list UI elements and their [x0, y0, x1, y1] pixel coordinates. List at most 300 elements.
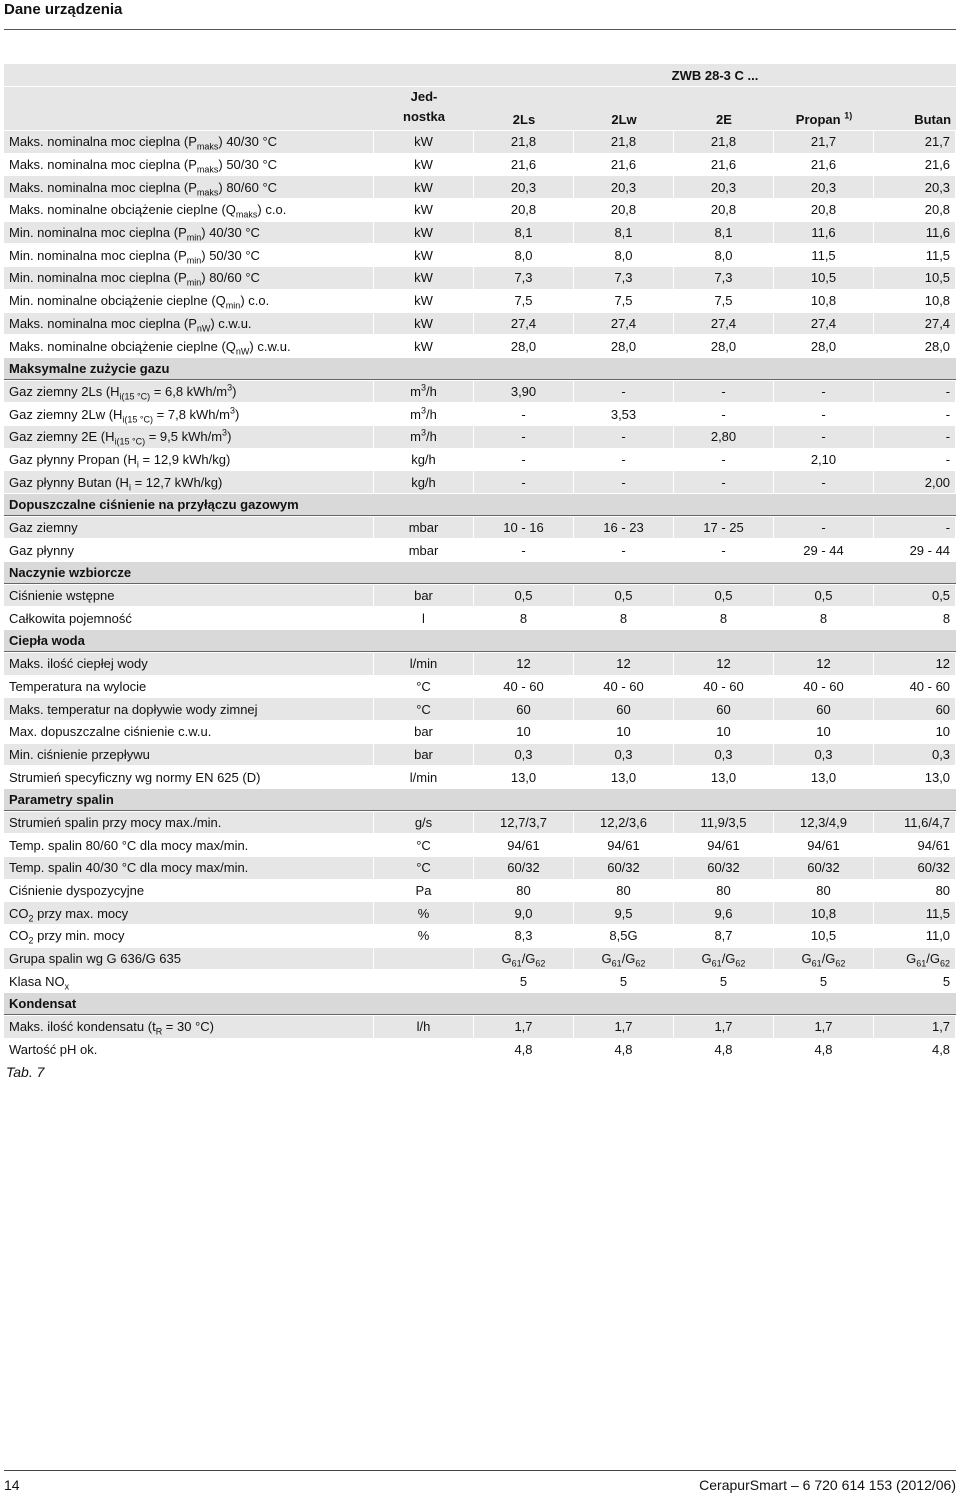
- row-label-text: Maks. nominalne obciążenie cieplne (Q: [9, 202, 236, 218]
- row-value: -: [774, 426, 874, 448]
- unit-header-line2: nostka: [403, 109, 445, 124]
- row-value: 28,0: [774, 335, 874, 357]
- row-value: 20,8: [674, 199, 774, 221]
- row-value: 60/32: [574, 857, 674, 879]
- section-title: Naczynie wzbiorcze: [4, 562, 956, 584]
- row-value: 40 - 60: [874, 676, 956, 698]
- row-unit: [374, 744, 474, 766]
- row-value: 8: [874, 607, 956, 629]
- row-label-suffix: ) 40/30 °C: [201, 225, 260, 241]
- row-value: 28,0: [474, 335, 574, 357]
- page-number: 14: [4, 1477, 20, 1493]
- row-unit: [374, 880, 474, 902]
- row-value: 60: [574, 698, 674, 720]
- row-value: 2,10: [774, 449, 874, 471]
- row-label: [4, 335, 374, 357]
- table-row: [4, 176, 956, 198]
- table-row: [4, 199, 956, 221]
- row-value: 8,0: [574, 244, 674, 266]
- row-label-end: ): [235, 406, 240, 422]
- row-value: 4,8: [674, 1039, 774, 1061]
- row-value: 4,8: [774, 1039, 874, 1061]
- row-label-suffix: ) c.w.u.: [210, 315, 252, 331]
- row-value: 21,7: [774, 131, 874, 153]
- row-label: [4, 176, 374, 198]
- row-value: 20,3: [874, 176, 956, 198]
- row-value: 4,8: [874, 1039, 956, 1061]
- row-unit: [374, 449, 474, 471]
- row-label-text: Gaz płynny Butan (H: [9, 474, 129, 490]
- row-value: 80: [474, 880, 574, 902]
- row-value: 40 - 60: [574, 676, 674, 698]
- row-label-suffix: = 12,9 kWh/kg): [138, 451, 231, 467]
- row-unit: [374, 585, 474, 607]
- table-row: [4, 607, 956, 629]
- table-row: [4, 653, 956, 675]
- row-label-subscript: maks: [196, 187, 219, 198]
- row-label-superscript: 3: [229, 405, 235, 416]
- row-unit-text: kW: [414, 270, 433, 286]
- row-value: -: [474, 403, 574, 425]
- unit-column-header: [374, 87, 474, 130]
- row-label-suffix: ) c.o.: [257, 202, 287, 218]
- row-label-suffix: = 9,5 kWh/m: [145, 429, 223, 445]
- row-value: 27,4: [674, 313, 774, 335]
- row-value: -: [674, 471, 774, 493]
- row-label-text: Strumień specyficzny wg normy EN 625 (D): [9, 769, 261, 785]
- row-value: 11,6/4,7: [874, 812, 956, 834]
- row-unit-text: bar: [414, 724, 433, 740]
- table-row: [4, 744, 956, 766]
- row-value: 21,8: [674, 131, 774, 153]
- row-unit-superscript: 3: [420, 427, 426, 438]
- row-value: 20,8: [574, 199, 674, 221]
- row-value: 8: [774, 607, 874, 629]
- row-value: 1,7: [874, 1016, 956, 1038]
- row-value: -: [674, 381, 774, 403]
- row-unit-text: bar: [414, 746, 433, 762]
- row-label-subscript: maks: [196, 164, 219, 175]
- row-value: 60: [774, 698, 874, 720]
- row-value: 13,0: [874, 766, 956, 788]
- table-row: [4, 539, 956, 561]
- row-unit: [374, 154, 474, 176]
- row-label: [4, 970, 374, 992]
- table-row: [4, 1016, 956, 1038]
- row-label-suffix: = 6,8 kWh/m: [150, 383, 228, 399]
- row-value: 60/32: [474, 857, 574, 879]
- row-value: 29 - 44: [874, 539, 956, 561]
- row-unit-text: kW: [414, 157, 433, 173]
- row-value: 13,0: [674, 766, 774, 788]
- row-unit: [374, 857, 474, 879]
- row-value: -: [674, 403, 774, 425]
- col-header-propan-label: Propan: [795, 112, 841, 127]
- row-unit-text: Pa: [415, 883, 432, 899]
- row-label-text: Maks. ilość kondensatu (t: [9, 1019, 156, 1035]
- row-value: 94/61: [674, 834, 774, 856]
- row-value: 27,4: [474, 313, 574, 335]
- row-unit-text: m: [410, 406, 421, 422]
- row-value: 20,3: [474, 176, 574, 198]
- row-value: -: [474, 449, 574, 471]
- section-header-row: [4, 993, 956, 1015]
- row-unit-text: kW: [414, 338, 433, 354]
- row-value: 28,0: [874, 335, 956, 357]
- row-unit: [374, 335, 474, 357]
- row-value: -: [874, 449, 956, 471]
- row-label-text: Wartość pH ok.: [9, 1041, 98, 1057]
- row-value: 28,0: [674, 335, 774, 357]
- row-unit-text: kW: [414, 293, 433, 309]
- row-value: 94/61: [474, 834, 574, 856]
- row-label-subscript: x: [64, 981, 70, 992]
- row-label: [4, 267, 374, 289]
- row-unit: [374, 517, 474, 539]
- row-label-end: ): [232, 383, 237, 399]
- section-title: Kondensat: [4, 993, 956, 1015]
- col-header-2ls: 2Ls: [474, 87, 574, 130]
- row-unit-text: m: [410, 429, 421, 445]
- row-value: 10,8: [774, 902, 874, 924]
- row-unit-text: kW: [414, 134, 433, 150]
- table-row: [4, 313, 956, 335]
- row-value: 11,6: [874, 222, 956, 244]
- row-unit: [374, 176, 474, 198]
- propan-footnote: 1): [844, 110, 853, 121]
- page-title: Dane urządzenia: [4, 0, 956, 30]
- row-unit: [374, 267, 474, 289]
- row-label: [4, 539, 374, 561]
- row-unit: [374, 698, 474, 720]
- section-title: Ciepła woda: [4, 630, 956, 652]
- flue-group-g: G: [501, 951, 512, 967]
- row-value: 10: [874, 721, 956, 743]
- row-label-text: CO: [9, 928, 29, 944]
- row-value: 21,6: [774, 154, 874, 176]
- row-label: [4, 403, 374, 425]
- row-unit: [374, 290, 474, 312]
- row-value: 94/61: [874, 834, 956, 856]
- row-value: 12,2/3,6: [574, 812, 674, 834]
- row-value: 80: [574, 880, 674, 902]
- row-value: [574, 948, 674, 970]
- row-value: 12: [574, 653, 674, 675]
- row-unit: [374, 925, 474, 947]
- row-unit: [374, 313, 474, 335]
- row-unit: [374, 244, 474, 266]
- flue-group-sub1: 61: [811, 958, 822, 969]
- row-value: 4,8: [474, 1039, 574, 1061]
- row-value: 27,4: [774, 313, 874, 335]
- table-row: [4, 698, 956, 720]
- section-header-row: [4, 562, 956, 584]
- row-unit-text: kg/h: [411, 451, 436, 467]
- row-label-text: Gaz ziemny 2Lw (H: [9, 406, 123, 422]
- table-group-header-row: [4, 64, 956, 86]
- row-label-text: Ciśnienie dyspozycyjne: [9, 883, 145, 899]
- table-row: [4, 970, 956, 992]
- row-unit-text: kW: [414, 179, 433, 195]
- row-value: 9,5: [574, 902, 674, 924]
- table-row: [4, 154, 956, 176]
- row-value: 13,0: [774, 766, 874, 788]
- row-value: 0,3: [774, 744, 874, 766]
- table-row: [4, 721, 956, 743]
- row-label-suffix: ) 80/60 °C: [218, 179, 278, 195]
- row-value: -: [474, 426, 574, 448]
- row-label-subscript: min: [186, 232, 202, 243]
- row-value: 10: [774, 721, 874, 743]
- section-header-row: [4, 358, 956, 380]
- row-unit-text: kW: [414, 202, 433, 218]
- row-value: 10: [474, 721, 574, 743]
- row-value: 40 - 60: [474, 676, 574, 698]
- row-value: -: [874, 403, 956, 425]
- row-unit: [374, 902, 474, 924]
- row-label: [4, 290, 374, 312]
- row-label-subscript: nW: [235, 346, 250, 357]
- row-value: 20,3: [774, 176, 874, 198]
- row-label: [4, 744, 374, 766]
- device-data-table: [4, 63, 956, 1061]
- row-unit-text: °C: [416, 860, 431, 876]
- row-value: 20,3: [574, 176, 674, 198]
- row-value: 7,3: [474, 267, 574, 289]
- row-value: 11,9/3,5: [674, 812, 774, 834]
- row-label-text: Temp. spalin 80/60 °C dla mocy max/min.: [9, 837, 249, 853]
- row-unit-text: g/s: [414, 814, 433, 830]
- table-row: [4, 244, 956, 266]
- model-group-header: ZWB 28-3 C ...: [474, 64, 956, 86]
- row-label: [4, 244, 374, 266]
- table-row: [4, 948, 956, 970]
- row-value: 12: [874, 653, 956, 675]
- row-unit: [374, 199, 474, 221]
- table-row: [4, 426, 956, 448]
- table-row: [4, 131, 956, 153]
- row-value: 80: [874, 880, 956, 902]
- section-header-row: [4, 494, 956, 516]
- row-value: 10,8: [874, 290, 956, 312]
- row-label: [4, 131, 374, 153]
- row-value: 0,5: [574, 585, 674, 607]
- table-row: [4, 471, 956, 493]
- row-value: 60: [874, 698, 956, 720]
- flue-group-sub2: 62: [535, 958, 546, 969]
- row-unit: [374, 1039, 474, 1061]
- row-value: 20,8: [474, 199, 574, 221]
- row-label-subscript: R: [155, 1026, 163, 1037]
- row-label-subscript: min: [225, 300, 241, 311]
- row-value: 8,1: [674, 222, 774, 244]
- row-value: -: [774, 471, 874, 493]
- row-unit-suffix: /h: [426, 429, 437, 445]
- row-unit-text: %: [417, 928, 430, 944]
- unit-header-line1: Jed-: [410, 89, 438, 104]
- table-row: [4, 449, 956, 471]
- row-label-suffix: ) 40/30 °C: [218, 134, 278, 150]
- row-value: 60: [674, 698, 774, 720]
- row-unit-text: kW: [414, 315, 433, 331]
- row-value: 0,5: [774, 585, 874, 607]
- row-value: 13,0: [574, 766, 674, 788]
- row-value: 8,3: [474, 925, 574, 947]
- row-value: 10: [574, 721, 674, 743]
- row-unit: [374, 721, 474, 743]
- row-unit-text: m: [410, 383, 421, 399]
- row-label-text: Maks. nominalna moc cieplna (P: [9, 315, 197, 331]
- row-unit: [374, 131, 474, 153]
- row-label-text: Gaz ziemny 2E (H: [9, 429, 115, 445]
- row-value: 5: [574, 970, 674, 992]
- row-label: [4, 517, 374, 539]
- row-value: 80: [774, 880, 874, 902]
- row-value: 3,90: [474, 381, 574, 403]
- row-value: 21,6: [574, 154, 674, 176]
- row-value: 8,1: [474, 222, 574, 244]
- flue-group-sub1: 61: [511, 958, 522, 969]
- row-value: 0,3: [474, 744, 574, 766]
- row-value: 0,3: [574, 744, 674, 766]
- table-row: [4, 381, 956, 403]
- row-value: 5: [774, 970, 874, 992]
- row-value: 12: [674, 653, 774, 675]
- row-value: -: [474, 471, 574, 493]
- row-value: 7,5: [674, 290, 774, 312]
- row-label-text: Maks. nominalna moc cieplna (P: [9, 134, 197, 150]
- row-label-suffix: ) 50/30 °C: [218, 157, 278, 173]
- table-row: [4, 812, 956, 834]
- table-row: [4, 902, 956, 924]
- table-row: [4, 222, 956, 244]
- section-title: Parametry spalin: [4, 789, 956, 811]
- row-unit: [374, 766, 474, 788]
- row-value: 10,5: [774, 267, 874, 289]
- row-label-suffix: przy max. mocy: [33, 905, 129, 921]
- row-value: 10,8: [774, 290, 874, 312]
- row-unit: [374, 970, 474, 992]
- row-unit: [374, 381, 474, 403]
- row-value: 21,8: [574, 131, 674, 153]
- row-label-suffix: ) c.w.u.: [249, 338, 291, 354]
- row-label-subscript: maks: [235, 210, 258, 220]
- row-label-text: Całkowita pojemność: [9, 610, 132, 626]
- table-row: [4, 857, 956, 879]
- row-unit-text: °C: [416, 701, 431, 717]
- row-value: 11,6: [774, 222, 874, 244]
- row-unit-text: %: [417, 905, 430, 921]
- row-unit-text: l/h: [416, 1019, 431, 1035]
- row-unit-text: kW: [414, 225, 433, 241]
- flue-group-slash: /G: [621, 951, 636, 967]
- flue-group-g: G: [601, 951, 612, 967]
- row-value: 94/61: [574, 834, 674, 856]
- row-unit-text: l/min: [409, 656, 438, 672]
- row-label-suffix: = 30 °C): [162, 1019, 214, 1035]
- row-value: 7,5: [474, 290, 574, 312]
- row-unit: [374, 539, 474, 561]
- row-unit-text: kW: [414, 247, 433, 263]
- row-unit-text: °C: [416, 678, 431, 694]
- row-label: [4, 222, 374, 244]
- col-header-2lw: 2Lw: [574, 87, 674, 130]
- table-row: [4, 880, 956, 902]
- row-label-text: Min. ciśnienie przepływu: [9, 746, 150, 762]
- row-value: 12,3/4,9: [774, 812, 874, 834]
- table-row: [4, 834, 956, 856]
- row-unit-text: l/min: [409, 769, 438, 785]
- row-unit-superscript: 3: [420, 405, 426, 416]
- table-row: [4, 403, 956, 425]
- row-value: -: [574, 471, 674, 493]
- row-label-text: Gaz ziemny: [9, 520, 78, 536]
- row-value: 4,8: [574, 1039, 674, 1061]
- row-value: -: [874, 381, 956, 403]
- row-label: [4, 426, 374, 448]
- row-label: [4, 1039, 374, 1061]
- col-header-butan: Butan: [874, 87, 956, 130]
- row-label-text: Temp. spalin 40/30 °C dla mocy max/min.: [9, 860, 249, 876]
- row-label-text: Maks. ilość ciepłej wody: [9, 656, 148, 672]
- row-unit-suffix: /h: [426, 383, 437, 399]
- row-value: 21,7: [874, 131, 956, 153]
- row-label: [4, 1016, 374, 1038]
- row-label: [4, 721, 374, 743]
- row-value: 7,3: [674, 267, 774, 289]
- row-unit: [374, 948, 474, 970]
- row-value: 13,0: [474, 766, 574, 788]
- row-value: 0,5: [474, 585, 574, 607]
- row-value: 10,5: [774, 925, 874, 947]
- row-value: 10: [674, 721, 774, 743]
- row-value: 8,7: [674, 925, 774, 947]
- row-value: 21,6: [674, 154, 774, 176]
- row-label: [4, 857, 374, 879]
- row-label-suffix: = 7,8 kWh/m: [153, 406, 230, 422]
- row-label: [4, 199, 374, 221]
- row-value: 21,6: [474, 154, 574, 176]
- row-label: [4, 902, 374, 924]
- row-value: 21,6: [874, 154, 956, 176]
- row-value: 7,3: [574, 267, 674, 289]
- table-row: [4, 676, 956, 698]
- row-value: 94/61: [774, 834, 874, 856]
- row-value: 20,8: [874, 199, 956, 221]
- row-value: 17 - 25: [674, 517, 774, 539]
- row-label-subscript: i: [128, 482, 131, 493]
- section-header-row: [4, 630, 956, 652]
- row-label-suffix: = 12,7 kWh/kg): [130, 474, 223, 490]
- row-unit-superscript: 3: [420, 382, 426, 393]
- row-label: [4, 812, 374, 834]
- table-caption: Tab. 7: [6, 1064, 45, 1080]
- row-value: 9,0: [474, 902, 574, 924]
- row-label-text: CO: [9, 905, 29, 921]
- row-value: 60/32: [874, 857, 956, 879]
- row-value: 12,7/3,7: [474, 812, 574, 834]
- row-value: 20,8: [774, 199, 874, 221]
- row-value: -: [674, 539, 774, 561]
- row-label-text: Min. nominalna moc cieplna (P: [9, 247, 187, 263]
- row-label-subscript: min: [186, 255, 202, 266]
- flue-group-g: G: [701, 951, 712, 967]
- section-title: Maksymalne zużycie gazu: [4, 358, 956, 380]
- flue-group-sub2: 62: [635, 958, 646, 969]
- row-label-text: Gaz ziemny 2Ls (H: [9, 383, 120, 399]
- row-value: 0,5: [674, 585, 774, 607]
- row-value: -: [574, 539, 674, 561]
